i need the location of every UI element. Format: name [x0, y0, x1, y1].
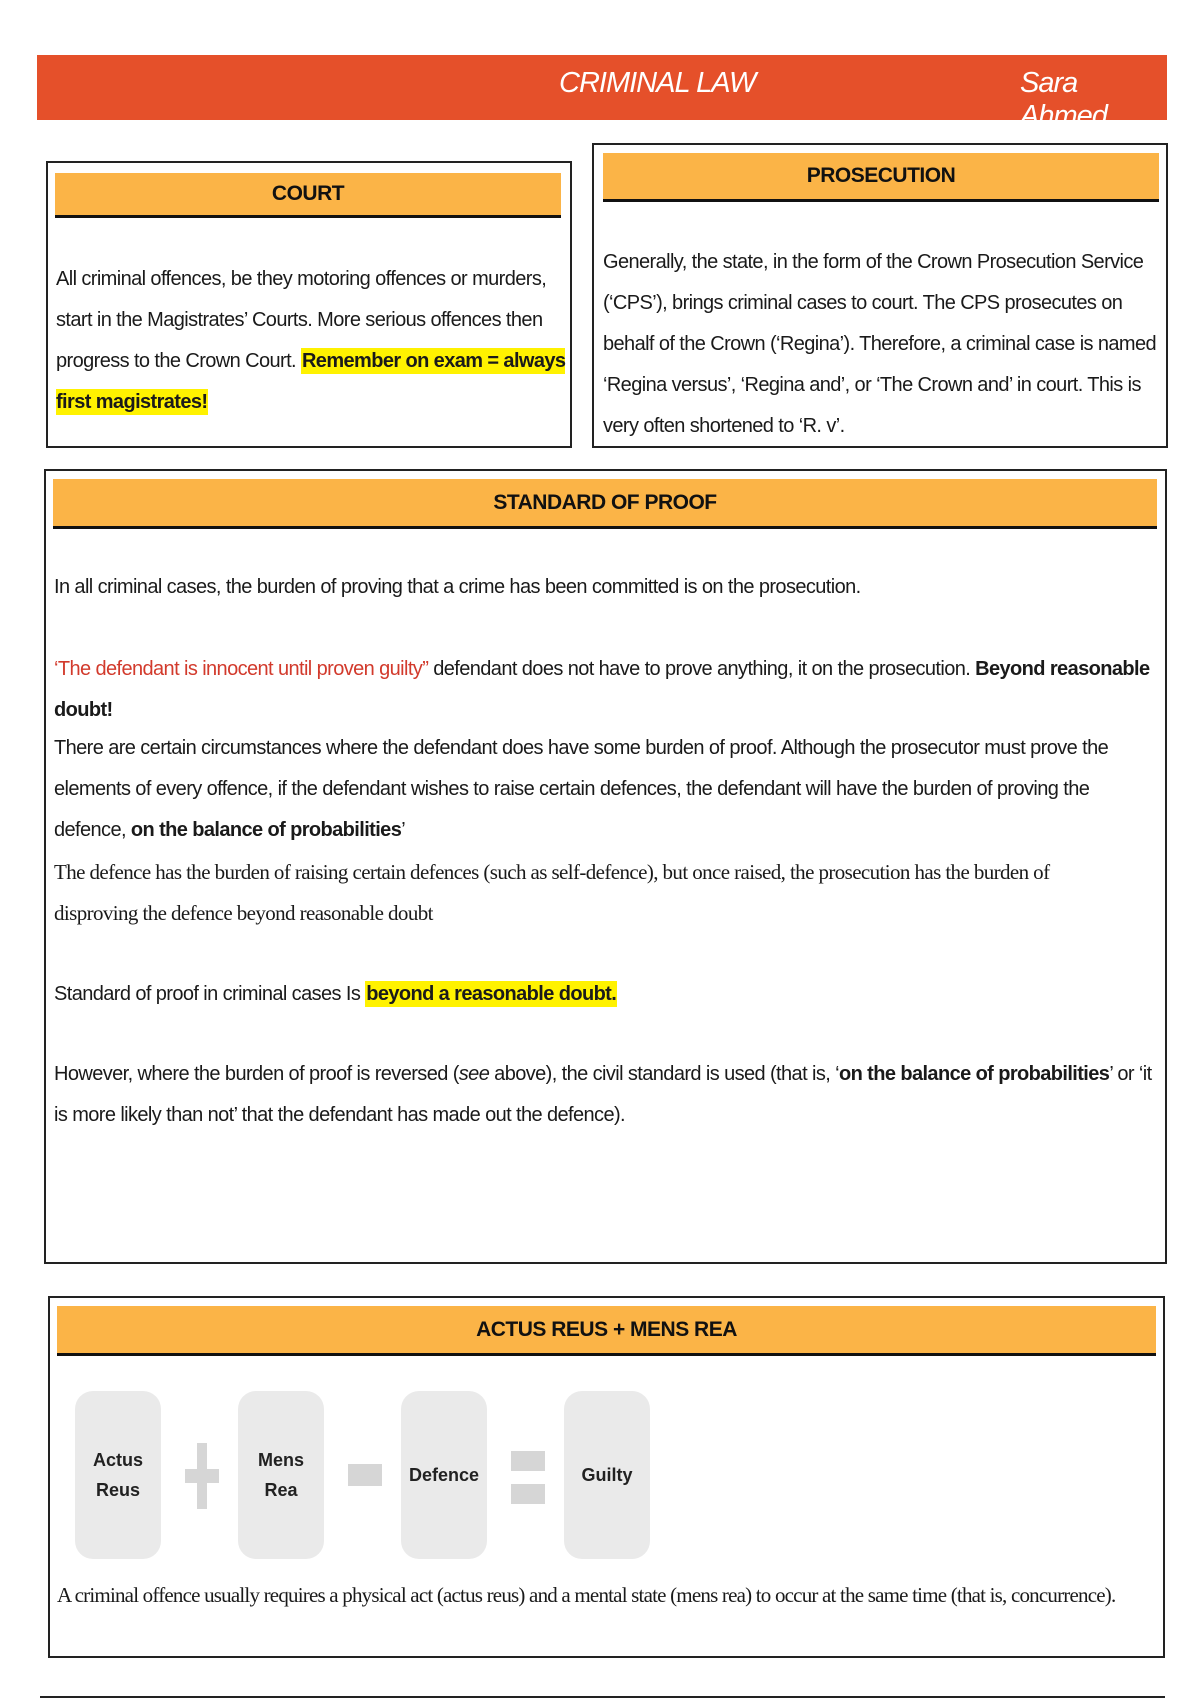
mens-rea-card-line2: Rea — [264, 1480, 298, 1500]
actus-caption: A criminal offence usually requires a physical act (actus reus) and a mental state (mens rea) to occur at the same time (that is, concurrence). — [57, 1583, 1116, 1607]
proof-paragraph-6-a: However, where the burden of proof is reversed ( — [54, 1063, 459, 1085]
beyond-doubt-bold: Beyond reasonable doubt! — [54, 658, 1150, 721]
actus-reus-card — [75, 1391, 161, 1559]
prosecution-heading: PROSECUTION — [603, 153, 1159, 202]
proof-paragraph-3 — [54, 728, 1162, 851]
defence-card — [401, 1391, 487, 1559]
proof-heading: STANDARD OF PROOF — [53, 479, 1157, 529]
proof-paragraph-3-body: There are certain circumstances where the defendant does have some burden of proof. Although the prosecutor must prove the elements of every offence, if the defendant wishes to raise certain defences, the defendant will have the burden of proving the defence, — [54, 737, 1109, 841]
author-name: Sara Ahmed — [1020, 67, 1107, 132]
reasonable-doubt-highlight: beyond a reasonable doubt. — [366, 983, 617, 1005]
court-text — [56, 259, 566, 423]
court-text-body: All criminal offences, be they motoring offences or murders, start in the Magistrates’ Courts. More serious offences then progress to the Crown Court. — [56, 268, 547, 372]
equals-icon — [511, 1451, 545, 1505]
proof-paragraph-4: The defence has the burden of raising certain defences (such as self-defence), but once raised, the prosecution has the burden of disproving the defence beyond reasonable doubt — [54, 860, 1050, 925]
prosecution-text: Generally, the state, in the form of the Crown Prosecution Service (‘CPS’), brings criminal cases to court. The CPS prosecutes on behalf of the Crown (‘Regina’). Therefore, a criminal case is named ‘Regina versus’, ‘Regina and’, or ‘The Crown and’ in court. This is very often shortened to ‘R. v’. — [603, 251, 1157, 437]
see-italic: see — [458, 1063, 490, 1085]
proof-paragraph-5 — [54, 974, 1154, 1015]
proof-paragraph-5-body: Standard of proof in criminal cases Is — [54, 983, 366, 1005]
proof-paragraph-1: In all criminal cases, the burden of proving that a crime has been committed is on the prosecution. — [54, 576, 861, 598]
guilty-card-label: Guilty — [581, 1465, 633, 1485]
actus-reus-card-line1: Actus — [92, 1450, 143, 1470]
proof-paragraph-6 — [54, 1054, 1162, 1136]
prosecution-box — [592, 143, 1168, 448]
actus-reus-card-line2: Reus — [95, 1480, 140, 1500]
header-bar — [37, 55, 1167, 132]
balance-probabilities-bold: on the balance of probabilities — [130, 819, 402, 841]
actus-reus-box — [48, 1296, 1165, 1658]
court-highlight: Remember on exam = always first magistrates! — [56, 350, 566, 413]
guilty-card — [564, 1391, 650, 1559]
plus-icon — [185, 1443, 219, 1509]
proof-paragraph-6-c: ’ or ‘it is more likely than not’ that the defendant has made out the defence). — [54, 1063, 1152, 1126]
court-heading: COURT — [55, 173, 561, 218]
standard-of-proof-box — [44, 469, 1167, 1264]
mens-rea-card — [238, 1391, 324, 1559]
mens-rea-card-line1: Mens — [257, 1450, 304, 1470]
page-title: CRIMINAL LAW — [559, 67, 756, 99]
proof-paragraph-3-end: ’ — [401, 819, 406, 841]
proof-paragraph-6-b: above), the civil standard is used (that is, ‘ — [489, 1063, 839, 1085]
proof-paragraph-2 — [54, 649, 1154, 731]
actus-heading: ACTUS REUS + MENS REA — [57, 1306, 1156, 1356]
court-box — [46, 161, 572, 448]
proof-paragraph-2-body: defendant does not have to prove anything, it on the prosecution. — [428, 658, 976, 680]
bottom-divider — [40, 1696, 1165, 1698]
defence-card-label: Defence — [408, 1465, 480, 1485]
balance-probabilities-bold-2: on the balance of probabilities — [838, 1063, 1110, 1085]
innocent-quote: ‘The defendant is innocent until proven guilty” — [54, 658, 429, 680]
minus-icon — [348, 1464, 382, 1486]
